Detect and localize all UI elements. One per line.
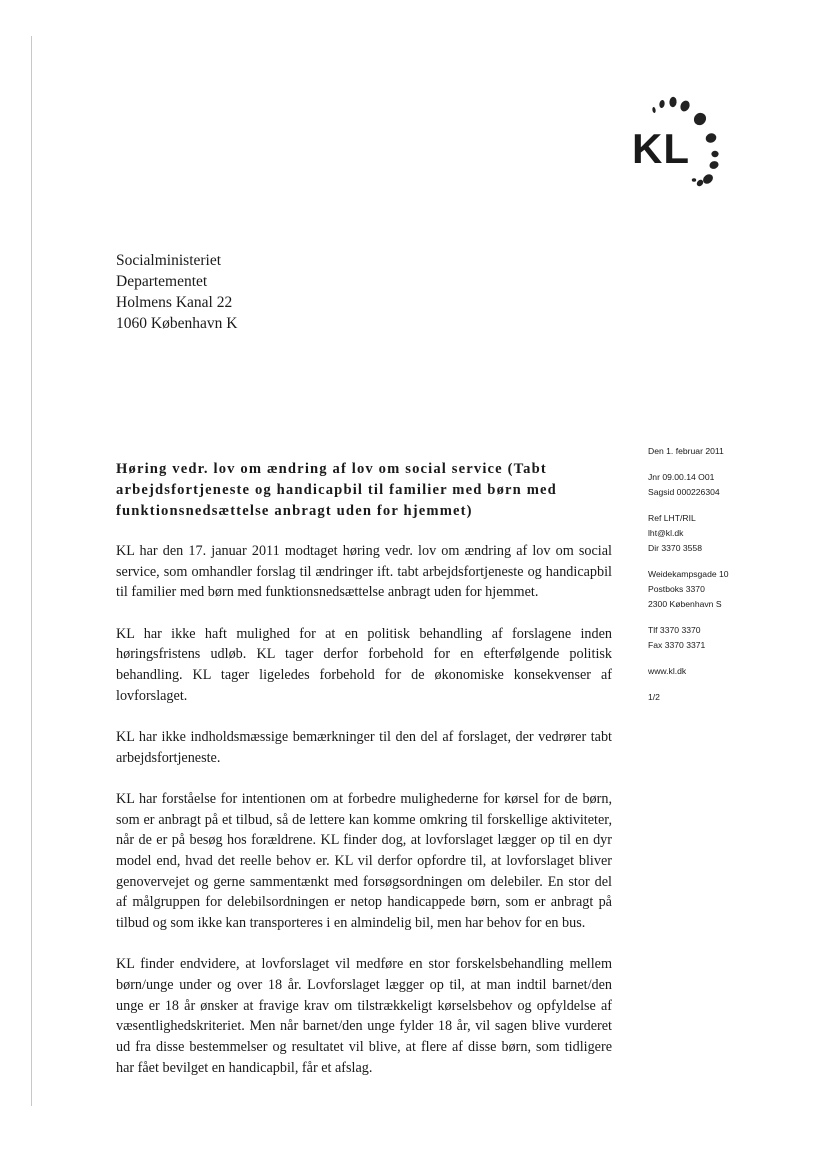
city: 2300 København S [648,599,722,609]
website: www.kl.dk [648,666,687,676]
recipient-line: Socialministeriet [116,252,222,269]
fax: Fax 3370 3371 [648,640,706,650]
body-paragraph: KL har forståelse for intentionen om at forbedre mulighederne for kørsel for de børn, som er anbragt på et tilbud, så de lettere kan komme omkring til forskellige aktiviteter, når de er på besøg hos forældrene. KL finder dog, at lovforslaget lægger op til en dyr model end, hvad det reelle behov er. KL vil derfor opfordre til, at lovforslaget bliver genovervejet og gerne sammentænkt med forsøgsordningen om delebiler. En stor del af målgruppen for delebilsordningen er netop handicappede børn, som er anbragt på tilbud og som ikke kan transporteres i en almindelig bil, men har behov for en bus. [116,790,612,932]
recipient-line: Holmens Kanal 22 [116,294,233,311]
kl-logo-text: KL [632,125,690,172]
recipient-line: 1060 København K [116,315,238,332]
reference: Ref LHT/RIL [648,513,696,523]
phone: Tlf 3370 3370 [648,625,701,635]
letter-body [116,541,612,1099]
sidebar-info [648,444,818,716]
body-paragraph: KL finder endvidere, at lovforslaget vil medføre en stor forskelsbehandling mellem børn/unge under og over 18 år. Lovforslaget lægger op til, at man indtil barnet/den unge er 18 år ønsker at fravige krav om tilstrækkeligt kørselsbehov og opfyldelse af væsentlighedskriteriet. Men når barnet/den unge fylder 18 år, vil sagen blive vurderet ud fra disse bestemmelser og resultatet vil blive, at flere af disse børn, som tidligere har fået bevilget en handicapbil, får et afslag. [116,956,612,1076]
margin-line [31,36,32,1106]
body-paragraph: KL har ikke haft mulighed for at en politisk behandling af forslagene inden høringsfristens udløb. KL tager derfor forbehold for en efterfølgende politisk behandling. KL tager ligeledes forbehold for de økonomiske konsekvenser af lovforslaget. [116,625,612,704]
body-paragraph: KL har ikke indholdsmæssige bemærkninger til den del af forslaget, der vedrører tabt arbejdsfortjeneste. [116,728,612,766]
recipient-address [116,250,237,334]
page-number: 1/2 [648,692,660,702]
journal-number: Jnr 09.00.14 O01 [648,472,715,482]
recipient-line: Departementet [116,273,208,290]
body-paragraph: KL har den 17. januar 2011 modtaget høring vedr. lov om ændring af lov om social service, som omhandler forslag til ændringer ift. tabt arbejdsfortjeneste og handicapbil til familier med børn med funktionsnedsættelse anbragt uden for hjemmet. [116,543,612,601]
case-id: Sagsid 000226304 [648,487,720,497]
letter-title: Høring vedr. lov om ændring af lov om social service (Tabt arbejdsfortjeneste og handicapbil til familier med børn med funktionsnedsættelse anbragt uden for hjemmet) [116,461,557,519]
email-address: lht@kl.dk [648,528,684,538]
postbox: Postboks 3370 [648,584,705,594]
letter-date: Den 1. februar 2011 [648,446,724,456]
street-address: Weidekampsgade 10 [648,569,729,579]
direct-phone: Dir 3370 3558 [648,543,702,553]
